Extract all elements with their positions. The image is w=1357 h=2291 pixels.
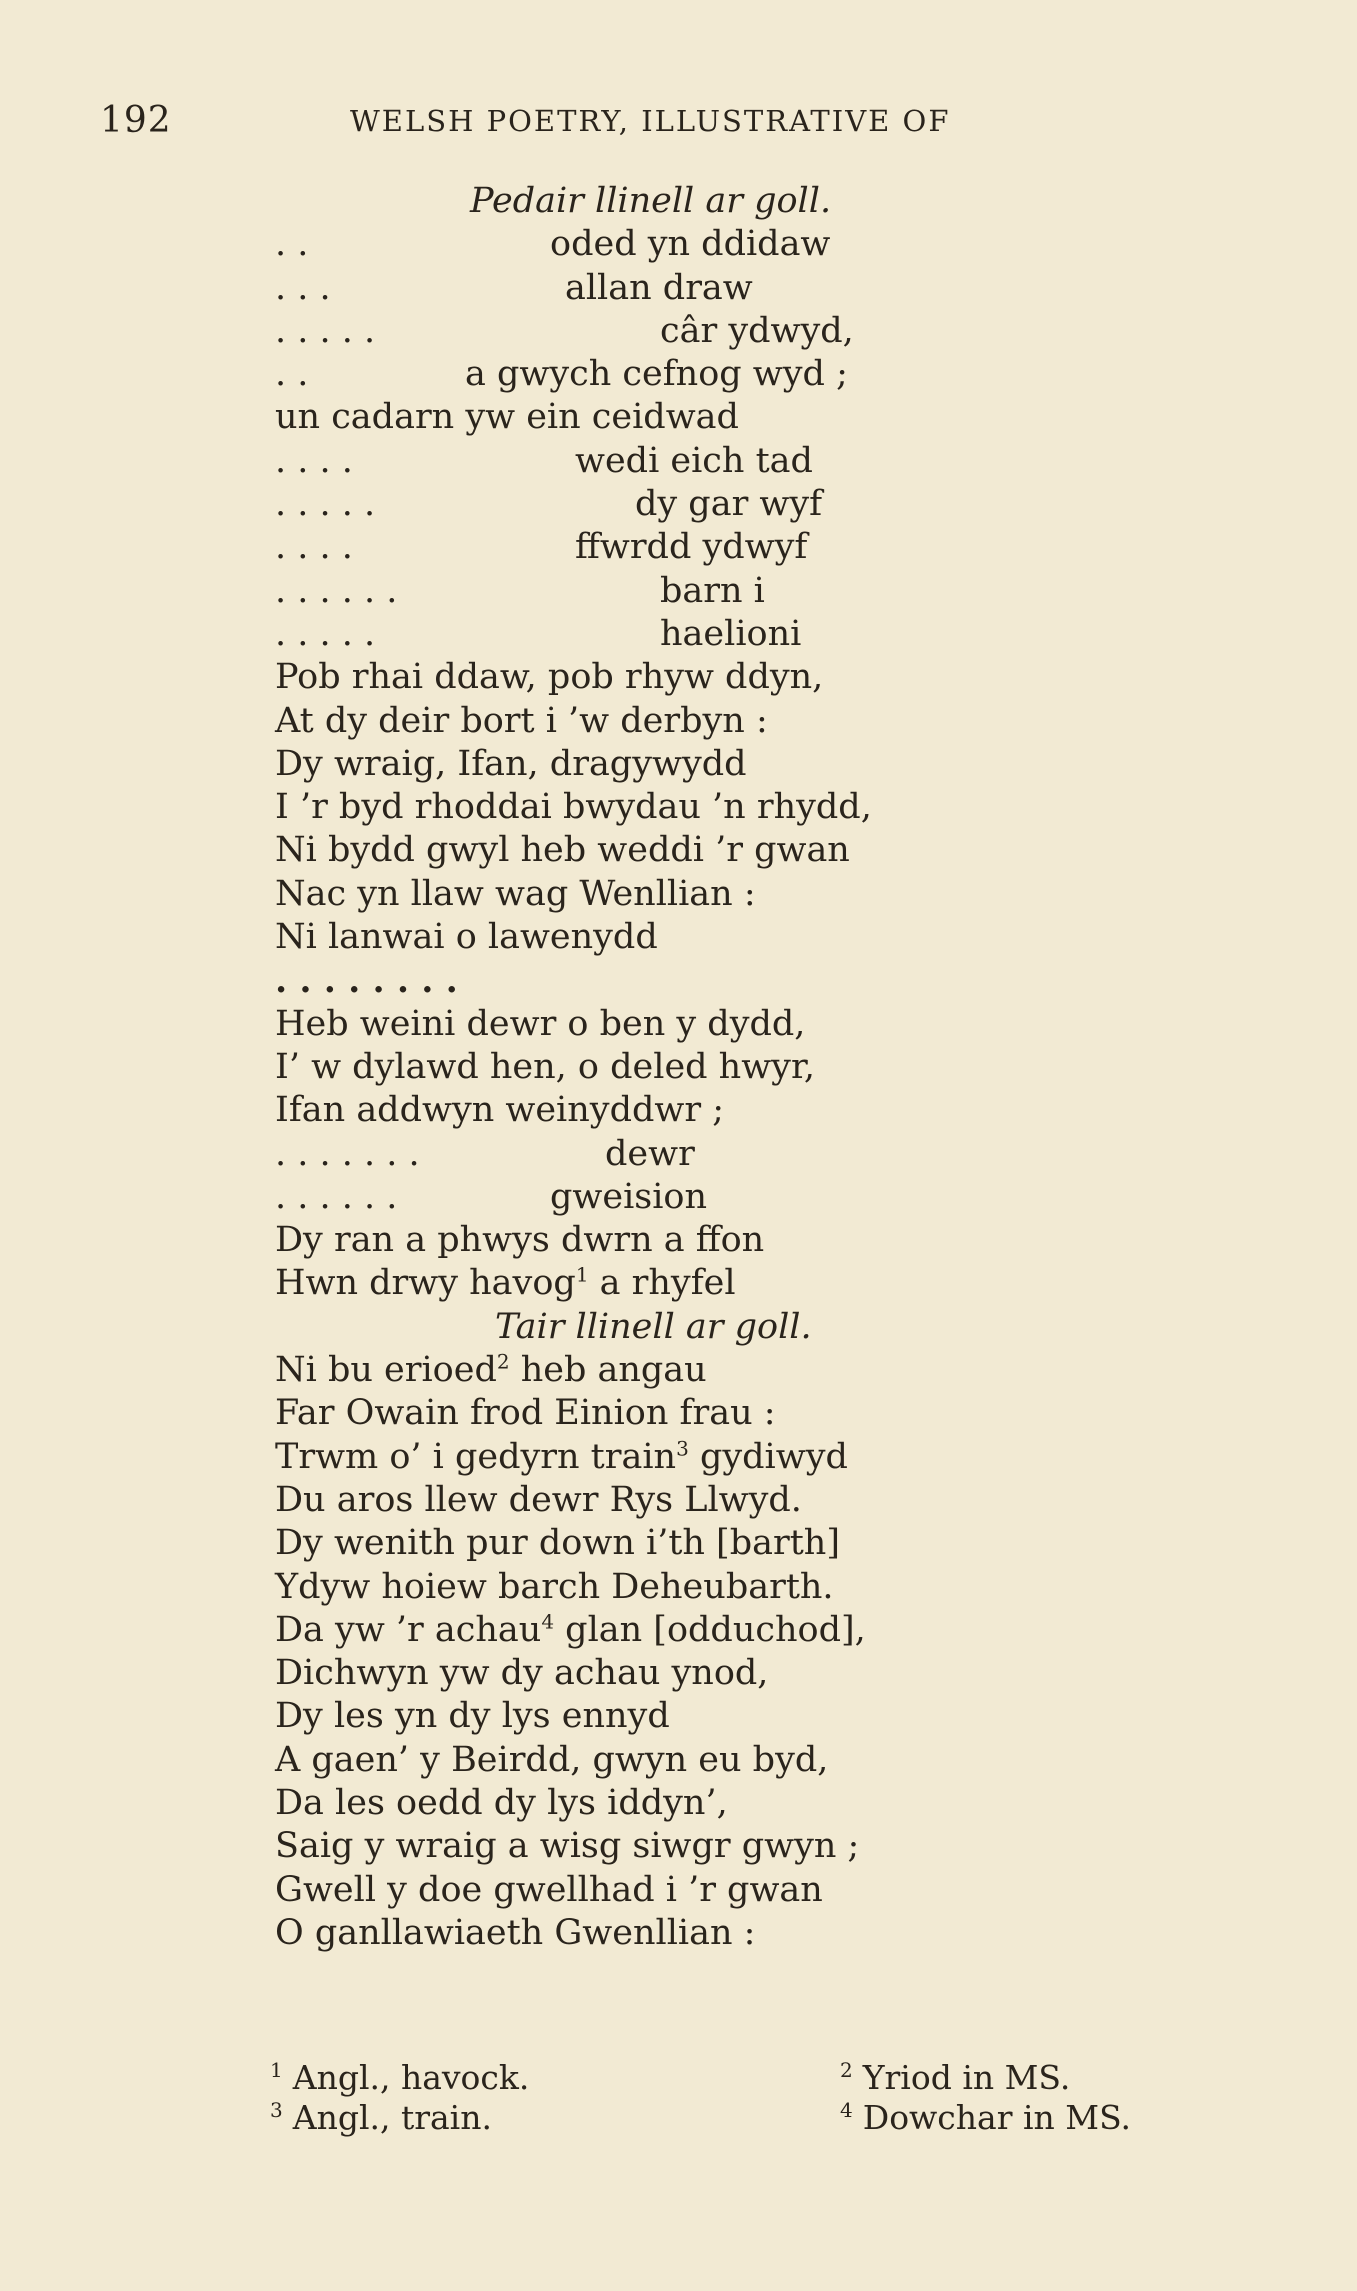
- poem-line: I’ w dylawd hen, o deled hwyr,: [275, 1046, 815, 1087]
- footnote: $^3$ Angl., train.: [270, 2098, 492, 2137]
- poem-line: Ni lanwai o lawenydd: [275, 917, 658, 958]
- poem-line: Ni bu erioed$^2$ heb angau: [275, 1349, 707, 1391]
- lacuna-line: . . oded yn ddidaw: [275, 224, 831, 265]
- running-title: WELSH POETRY, ILLUSTRATIVE OF: [350, 104, 951, 138]
- lacuna-line: . . a gwych cefnog wyd ;: [275, 354, 848, 395]
- lacuna-line: . . . . wedi eich tad: [275, 440, 813, 481]
- page-number: 192: [100, 100, 172, 141]
- poem-line: Dichwyn yw dy achau ynod,: [275, 1653, 769, 1694]
- poem-line: I ’r byd rhoddai bwydau ’n rhydd,: [275, 787, 872, 828]
- poem-line: Dy les yn dy lys ennyd: [275, 1696, 670, 1737]
- footnote-ref: 3: [676, 1435, 689, 1460]
- footnote-ref: 2: [496, 1349, 510, 1374]
- lacuna-line: . . . allan draw: [275, 267, 753, 308]
- lacuna-line: . . . . . . gweision: [275, 1176, 708, 1217]
- poem-line: Da les oedd dy lys iddyn’,: [275, 1782, 728, 1823]
- footnote-ref: 1: [575, 1262, 589, 1287]
- poem-line: Dy wraig, Ifan, dragywydd: [275, 743, 747, 784]
- poem-line: A gaen’ y Beirdd, gwyn eu byd,: [275, 1739, 829, 1780]
- poem-line: Dy wenith pur down i’th [barth]: [275, 1523, 840, 1564]
- lacuna-line: . . . . . haelioni: [275, 613, 802, 654]
- poem-line: At dy deir bort i ’w derbyn :: [275, 700, 768, 741]
- poem-line: Du aros llew dewr Rys Llwyd.: [275, 1479, 802, 1520]
- poem-line: Pob rhai ddaw, pob rhyw ddyn,: [275, 657, 824, 698]
- poem-line: un cadarn yw ein ceidwad: [275, 397, 739, 438]
- poem-line: Far Owain frod Einion frau :: [275, 1393, 776, 1434]
- poem-line: Ifan addwyn weinyddwr ;: [275, 1090, 724, 1131]
- poem-line: Nac yn llaw wag Wenllian :: [275, 873, 756, 914]
- footnote: $^4$ Dowchar in MS.: [840, 2098, 1131, 2137]
- section-heading-1: Pedair llinell ar goll.: [470, 181, 832, 221]
- poem-line: Gwell y doe gwellhad i ’r gwan: [275, 1869, 823, 1910]
- footnote: $^1$ Angl., havock.: [270, 2058, 530, 2097]
- stanza: [275, 1349, 1275, 1955]
- poem-body: [275, 180, 1275, 1955]
- poem-line: O ganllawiaeth Gwenllian :: [275, 1912, 756, 1953]
- poem-line: Ni bydd gwyl heb weddi ’r gwan: [275, 830, 850, 871]
- lacuna-line: . . . . . dy gar wyf: [275, 484, 823, 525]
- section-heading-2: Tair llinell ar goll.: [495, 1306, 812, 1347]
- page-header: [100, 100, 1240, 140]
- poem-line: Saig y wraig a wisg siwgr gwyn ;: [275, 1826, 860, 1867]
- poem-line: Ydyw hoiew barch Deheubarth.: [275, 1566, 834, 1607]
- footnote-ref: 4: [541, 1609, 555, 1634]
- poem-line: Da yw ’r achau$^4$ glan [odduchod],: [275, 1609, 866, 1650]
- lacuna-line: . . . . . . . dewr: [275, 1133, 695, 1174]
- poem-line: Trwm o’ i gedyrn train$^3$ gydiwyd: [275, 1435, 848, 1477]
- footnote: $^2$ Yriod in MS.: [840, 2058, 1071, 2097]
- lacuna-line: . . . . . câr ydwyd,: [275, 310, 854, 351]
- lacuna-line: . . . . ffwrdd ydwyf: [275, 527, 808, 568]
- lacuna-line: . . . . . . barn i: [275, 570, 765, 611]
- ellipsis-row: . . . . . . . .: [275, 960, 458, 1002]
- poem-line: Hwn drwy havog$^1$ a rhyfel: [275, 1262, 736, 1304]
- poem-line: Heb weini dewr o ben y dydd,: [275, 1003, 806, 1044]
- poem-line: Dy ran a phwys dwrn a ffon: [275, 1220, 765, 1261]
